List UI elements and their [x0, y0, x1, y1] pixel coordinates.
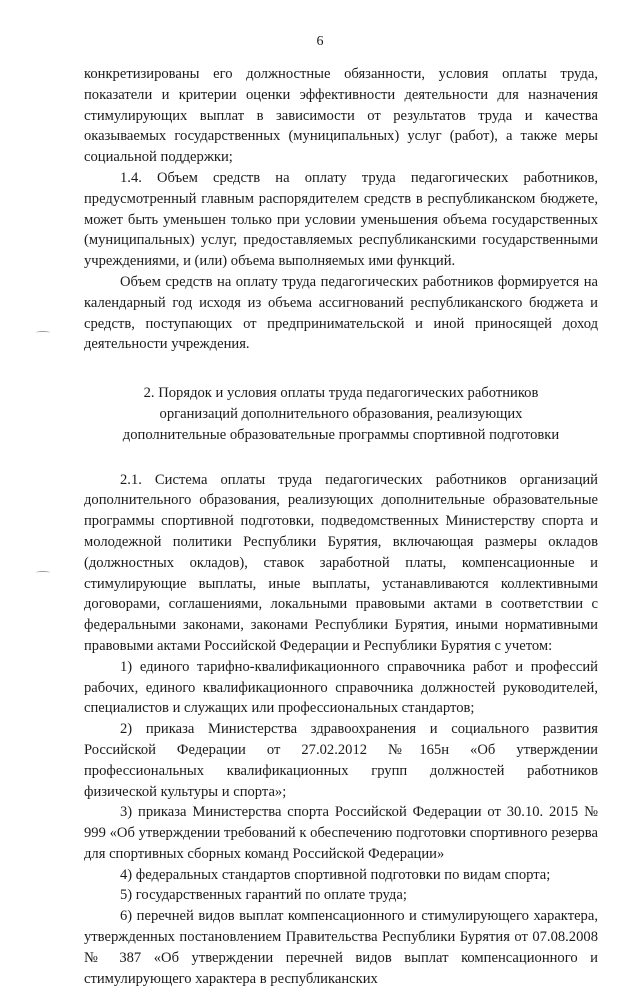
document-body [84, 64, 598, 989]
list-item: 3) приказа Министерства спорта Российской Федерации от 30.10. 2015 № 999 «Об утверждении требований к обеспечению подготовки спортивного резерва для спортивных сборных команд Российской Федерации» [84, 804, 598, 862]
margin-mark [36, 331, 50, 334]
page-number: 6 [316, 34, 324, 49]
paragraph: 1.4. Объем средств на оплату труда педагогических работников, предусмотренный главным распорядителем средств в республиканском бюджете, может быть уменьшен только при условии уменьшения объема государственных (муниципальных) услуг, предоставляемых республиканскими государственными учреждениями, и (или) объема выполняемых ими функций. [84, 169, 598, 270]
paragraph: конкретизированы его должностные обязанности, условия оплаты труда, показатели и критерии оценки эффективности деятельности для назначения стимулирующих выплат в зависимости от результатов труда и качества оказываемых государственных (муниципальных) услуг (работ), а также меры социальной поддержки; [84, 66, 598, 166]
list-item: 6) перечней видов выплат компенсационного и стимулирующего характера, утвержденных постановлением Правительства Республики Бурятия от 07.08.2008 № 387 «Об утверждении перечней видов выплат компенсационного и стимулирующего характера в республиканских [84, 908, 598, 987]
heading-line: дополнительные образовательные программы спортивной подготовки [122, 426, 560, 443]
list-item: 2) приказа Министерства здравоохранения и социального развития Российской Федерации от 27.02.2012 №165н «Об утверждении профессиональных квалификационных групп должностей работников физической культуры и спорта»; [84, 721, 598, 800]
list-item: 4) федеральных стандартов спортивной подготовки по видам спорта; [120, 866, 551, 883]
heading-line: организаций дополнительного образования, реализующих [159, 405, 523, 422]
list-item: 5) государственных гарантий по оплате труда; [120, 887, 407, 904]
margin-mark [36, 571, 50, 574]
list-item: 1) единого тарифно-квалификационного справочника работ и профессий рабочих, единого квалификационного справочника должностей руководителей, специалистов и служащих или профессиональных стандартов; [84, 658, 598, 717]
section-heading [84, 383, 598, 445]
paragraph: Объем средств на оплату труда педагогических работников формируется на календарный год исходя из объема ассигнований республиканского бюджета и средств, поступающих от предпринимательской и иной приносящей доход деятельности учреждения. [84, 273, 598, 353]
paragraph: 2.1. Система оплаты труда педагогических работников организаций дополнительного образования, реализующих дополнительные образовательные программы спортивной подготовки, подведомственных Министерству спорта и молодежной политики Республики Бурятия, включающая размеры окладов (должностных окладов), ставок заработной платы, компенсационные и стимулирующие выплаты, иные выплаты, устанавливаются коллективными договорами, соглашениями, локальными правовыми актами в соответствии с федеральными законами, законами Республики Бурятия, иными нормативными правовыми актами Российской Федерации и Республики Бурятия с учетом: [84, 471, 598, 654]
heading-line: 2. Порядок и условия оплаты труда педагогических работников [143, 385, 539, 402]
